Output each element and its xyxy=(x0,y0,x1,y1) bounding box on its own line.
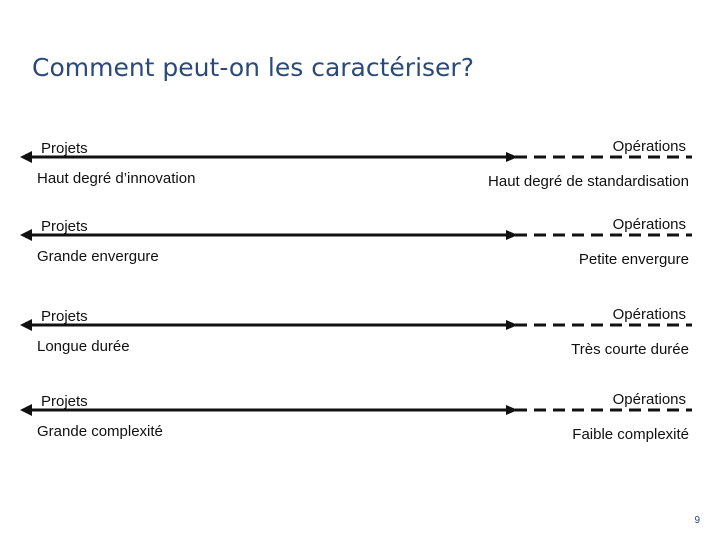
arrow-left-icon xyxy=(20,319,32,331)
operation-characteristic: Haut degré de standardisation xyxy=(488,173,689,190)
comparison-row-2 xyxy=(0,218,720,308)
operations-label: Opérations xyxy=(612,306,686,323)
projects-label: Projets xyxy=(41,308,88,325)
arrow-left-icon xyxy=(20,404,32,416)
comparison-row-3 xyxy=(0,308,720,398)
operations-label: Opérations xyxy=(612,138,686,155)
arrow-right-icon xyxy=(506,405,518,415)
operation-characteristic: Très courte durée xyxy=(571,341,689,358)
operation-characteristic: Petite envergure xyxy=(578,251,689,268)
project-characteristic: Grande envergure xyxy=(37,248,159,265)
arrow-left-icon xyxy=(20,229,32,241)
arrow-left-icon xyxy=(20,151,32,163)
projects-label: Projets xyxy=(41,393,88,410)
double-arrow-line xyxy=(20,404,700,416)
double-arrow-line xyxy=(20,319,700,331)
page-number: 9 xyxy=(694,515,700,526)
operations-label: Opérations xyxy=(612,216,686,233)
arrow-right-icon xyxy=(506,152,518,162)
project-characteristic: Longue durée xyxy=(37,338,130,355)
double-arrow-line xyxy=(20,229,700,241)
projects-label: Projets xyxy=(41,140,88,157)
project-characteristic: Grande complexité xyxy=(37,423,163,440)
arrow-right-icon xyxy=(506,230,518,240)
project-characteristic: Haut degré d’innovation xyxy=(37,170,196,187)
comparison-row-4 xyxy=(0,393,720,483)
operation-characteristic: Faible complexité xyxy=(572,426,689,443)
slide-title: Comment peut-on les caractériser? xyxy=(32,53,474,82)
double-arrow-line xyxy=(20,151,700,163)
projects-label: Projets xyxy=(41,218,88,235)
arrow-right-icon xyxy=(506,320,518,330)
operations-label: Opérations xyxy=(612,391,686,408)
